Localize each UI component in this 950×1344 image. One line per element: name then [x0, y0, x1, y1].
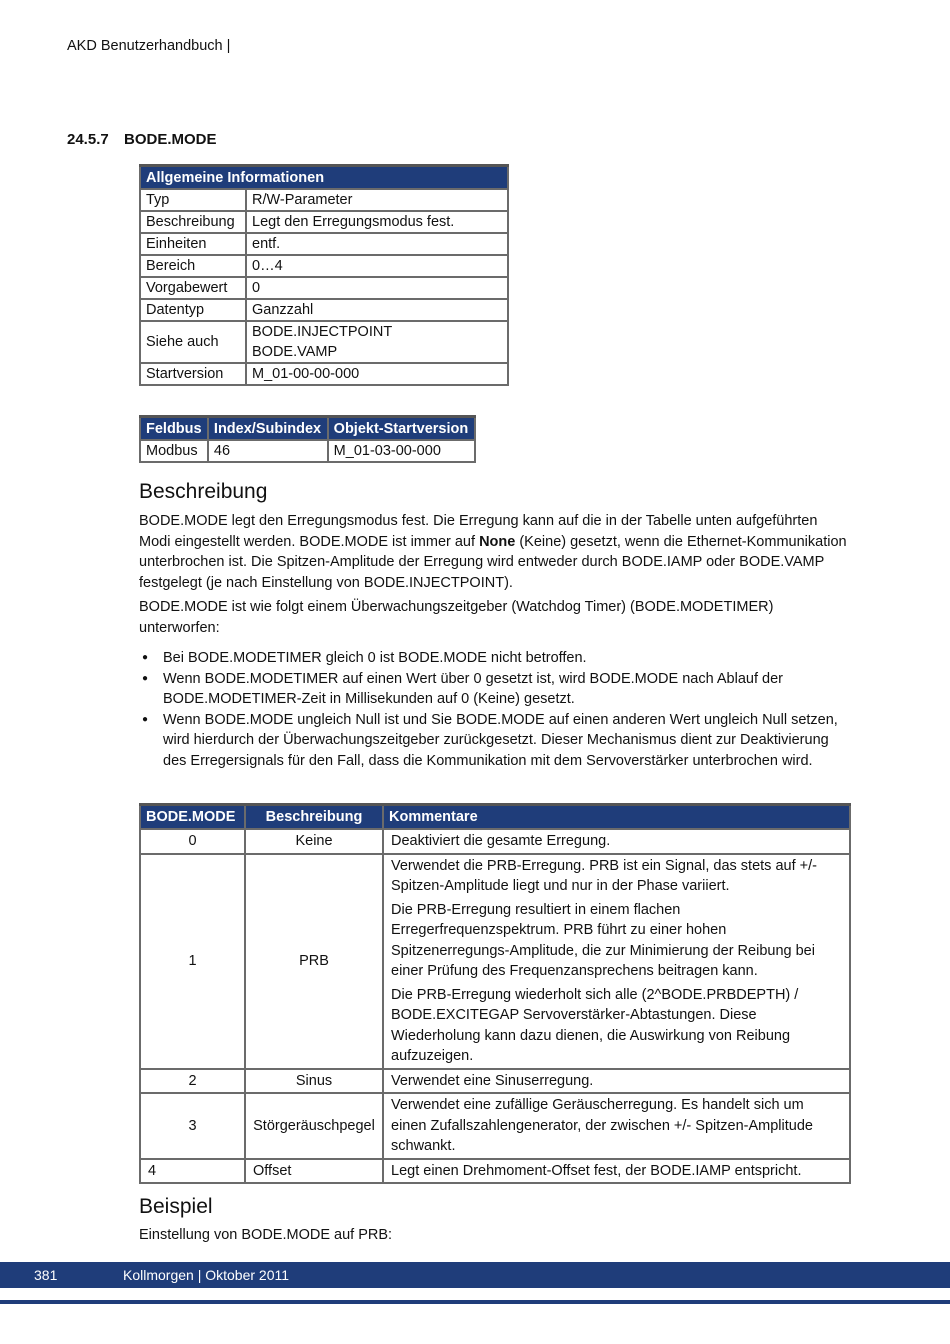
table-header-row	[140, 166, 508, 190]
table-row	[140, 255, 508, 277]
mode-header: BODE.MODE	[140, 805, 245, 830]
paragraph-text: BODE.MODE legt den Erregungsmodus fest. Die Erregung kann auf die in der Tabelle unten aufgeführten Modi eingestellt werden. BODE.MODE ist immer auf	[139, 513, 818, 550]
description-paragraph: BODE.MODE ist wie folgt einem Überwachungszeitgeber (Watchdog Timer) (BODE.MODETIMER) unterworfen:	[139, 599, 774, 636]
table-row	[140, 1069, 850, 1094]
comment-cell	[383, 1069, 850, 1094]
list-item: ● Wenn BODE.MODE ungleich Null ist und Sie BODE.MODE auf einen anderen Wert ungleich Null setzen, wird hierdurch der Überwachungszeitgeber zurückgesetzt. Dieser Mechanismus dient zur Deaktivierung des Erregersignals für den Fall, dass die Kommunikation mit dem Servoverstärker unterbrochen wird.	[139, 710, 839, 772]
start-version-header: Objekt-Startversion	[328, 417, 475, 441]
row-label: Siehe auch	[140, 321, 246, 363]
row-value	[246, 321, 508, 363]
comment-text: Verwendet die PRB-Erregung. PRB ist ein Signal, das stets auf +/- Spitzen-Amplitude liegt und nur in der Phase variiert.	[391, 857, 817, 894]
row-value: Legt den Erregungsmodus fest.	[246, 211, 508, 233]
row-label: Einheiten	[140, 233, 246, 255]
row-label: Datentyp	[140, 299, 246, 321]
mode-name-cell: Störgeräuschpegel	[245, 1093, 383, 1159]
comment-text: Verwendet eine zufällige Geräuscherregung. Es handelt sich um einen Zufallszahlengenerator, der zwischen +/- Spitzen-Amplitude schwankt.	[391, 1097, 813, 1154]
running-header: AKD Benutzerhandbuch |	[67, 38, 231, 54]
table-row	[140, 277, 508, 299]
section-heading	[67, 131, 217, 148]
comment-text: Die PRB-Erregung resultiert in einem flachen Erregerfrequenzspektrum. PRB führt zu einer hohen Spitzenerregungs-Amplitude, die zur Minimierung der Reibung bei einer Prüfung des Frequenzansprechens beitragen kann.	[391, 901, 815, 979]
comment-text: Legt einen Drehmoment-Offset fest, der BODE.IAMP entspricht.	[391, 1162, 802, 1179]
mode-name-cell: PRB	[245, 854, 383, 1069]
description-heading: Beschreibung	[139, 480, 268, 503]
table-row	[140, 189, 508, 211]
comment-text: Verwendet eine Sinuserregung.	[391, 1072, 594, 1089]
comment-cell	[383, 1093, 850, 1159]
row-value: 0	[246, 277, 508, 299]
mode-cell: 2	[140, 1069, 245, 1094]
mode-cell: 3	[140, 1093, 245, 1159]
fieldbus-cell: Modbus	[140, 440, 208, 462]
row-value: Ganzzahl	[246, 299, 508, 321]
mode-name-cell: Offset	[245, 1159, 383, 1184]
comment-cell	[383, 854, 850, 1069]
row-value: 0…4	[246, 255, 508, 277]
comment-cell	[383, 829, 850, 854]
row-label: Startversion	[140, 363, 246, 385]
fieldbus-header: Feldbus	[140, 417, 208, 441]
table-header-row	[140, 805, 850, 830]
paragraph-text: (Keine) gesetzt, wenn die Ethernet-Kommunikation unterbrochen ist. Die Spitzen-Amplitude der Erregung wird entweder durch BODE.IAMP oder BODE.VAMP festgelegt (je nach Einstellung von BODE.INJECTPOINT).	[139, 533, 847, 591]
comment-cell	[383, 1159, 850, 1184]
section-number: 24.5.7	[67, 131, 109, 148]
mode-cell: 4	[140, 1159, 245, 1184]
list-item: ● Wenn BODE.MODETIMER auf einen Wert über 0 gesetzt ist, wird BODE.MODE nach Ablauf der BODE.MODETIMER-Zeit in Millisekunden auf 0 (Keine) gesetzt.	[139, 669, 839, 710]
row-label: Typ	[140, 189, 246, 211]
table-row	[140, 321, 508, 363]
description-paragraph	[139, 511, 849, 593]
table-row	[140, 233, 508, 255]
table-row	[140, 1093, 850, 1159]
footer-bar	[0, 1262, 950, 1288]
table-row	[140, 211, 508, 233]
list-item: ● Bei BODE.MODETIMER gleich 0 ist BODE.MODE nicht betroffen.	[139, 648, 839, 669]
table-row	[140, 363, 508, 385]
table-row	[140, 1159, 850, 1184]
example-text: Einstellung von BODE.MODE auf PRB:	[139, 1227, 393, 1243]
general-info-heading: Allgemeine Informationen	[140, 166, 508, 190]
see-also-link-1[interactable]: BODE.INJECTPOINT	[252, 324, 393, 340]
section-title: BODE.MODE	[124, 131, 217, 148]
fieldbus-table	[139, 415, 476, 463]
comment-text: Deaktiviert die gesamte Erregung.	[391, 833, 611, 849]
index-header: Index/Subindex	[208, 417, 328, 441]
see-also-link-2[interactable]: BODE.VAMP	[252, 344, 338, 360]
table-row	[140, 829, 850, 854]
mode-cell: 1	[140, 854, 245, 1069]
table-row	[140, 854, 850, 1069]
description-header: Beschreibung	[245, 805, 383, 830]
comment-text: Die PRB-Erregung wiederholt sich alle (2^BODE.PRBDEPTH) / BODE.EXCITEGAP Servoverstärker-Abtastungen. Diese Wiederholung kann dazu dienen, die Auswirkung von Reibung aufzuzeigen.	[391, 986, 799, 1064]
mode-name-cell: Keine	[245, 829, 383, 854]
index-cell: 46	[208, 440, 328, 462]
modes-table	[139, 803, 851, 1184]
mode-name-cell: Sinus	[245, 1069, 383, 1094]
table-row	[140, 299, 508, 321]
row-label: Bereich	[140, 255, 246, 277]
row-label: Vorgabewert	[140, 277, 246, 299]
row-value: entf.	[246, 233, 508, 255]
bold-term: None	[479, 533, 516, 550]
table-header-row	[140, 417, 475, 441]
mode-cell: 0	[140, 829, 245, 854]
table-row	[140, 440, 475, 462]
bullet-list	[139, 648, 839, 771]
row-value: M_01-00-00-000	[246, 363, 508, 385]
footer-text: Kollmorgen | Oktober 2011	[123, 1267, 290, 1283]
row-value: R/W-Parameter	[246, 189, 508, 211]
general-info-table	[139, 164, 509, 386]
footer-rule	[0, 1300, 950, 1304]
page-number: 381	[34, 1267, 58, 1283]
start-version-cell: M_01-03-00-000	[328, 440, 475, 462]
example-heading: Beispiel	[139, 1195, 213, 1218]
row-label: Beschreibung	[140, 211, 246, 233]
comments-header: Kommentare	[383, 805, 850, 830]
